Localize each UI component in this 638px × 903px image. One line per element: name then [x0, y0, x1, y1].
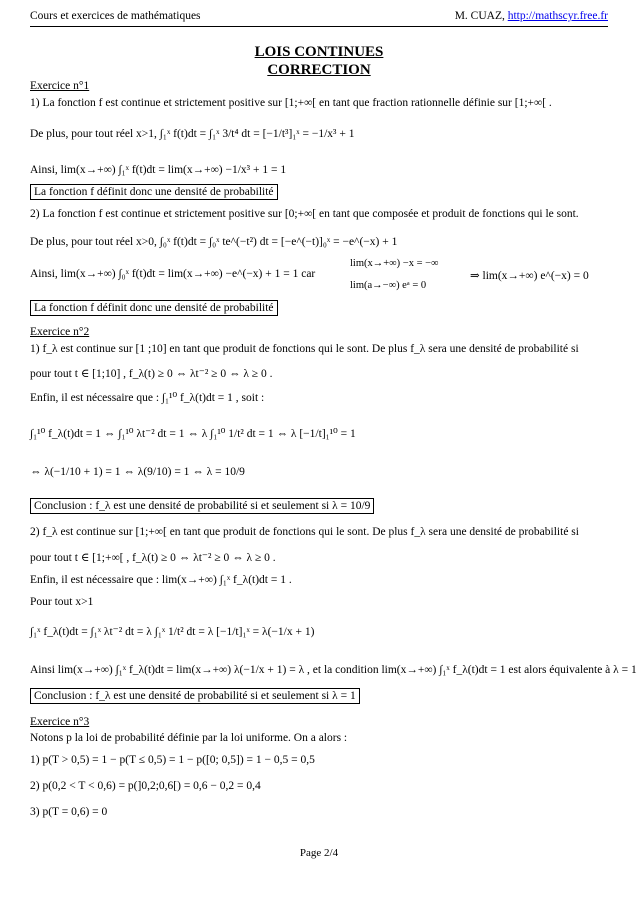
ex1-q1-formula — [30, 128, 354, 140]
author-name: M. CUAZ, — [454, 10, 505, 22]
ex3-line-1: 1) p(T > 0,5) = 1 − p(T ≤ 0,5) = 1 − p([0; 0,5]) = 1 − 0,5 = 0,5 — [30, 754, 315, 766]
ex1-q2-limit — [30, 268, 315, 280]
ex1-q2-prefix: De plus, pour tout réel x>0, — [30, 236, 157, 248]
ex1-q1-conclusion — [30, 186, 278, 198]
ex1-q1-text: 1) La fonction f est continue et strictement positive sur [1;+∞[ en tant que fraction rationnelle définie sur [1;+∞[ . — [30, 97, 552, 109]
ex1-q2-lim: lim(x→+∞) ∫₀ˣ f(t)dt = lim(x→+∞) −e^(−x) + 1 = 1 car — [60, 268, 316, 280]
author-link[interactable]: http://mathscyr.free.fr — [507, 10, 608, 22]
ex1-q1-integral: ∫₁ˣ f(t)dt = ∫₁ˣ 3/t⁴ dt = [−1/t³]₁ˣ = −1/x³ + 1 — [159, 128, 355, 140]
ex2-heading: Exercice n°2 — [30, 326, 90, 338]
ex2-q2-line-e: ∫₁ˣ f_λ(t)dt = ∫₁ˣ λt⁻² dt = λ ∫₁ˣ 1/t² dt = λ [−1/t]₁ˣ = λ(−1/x + 1) — [30, 626, 315, 638]
ex1-q2-conclusion — [30, 302, 278, 314]
ex1-q2-formula — [30, 236, 397, 248]
ex2-q1-conclusion — [30, 500, 374, 512]
ex2-q2-line-d: Pour tout x>1 — [30, 596, 94, 608]
ex1-q2-concl-box: La fonction f définit donc une densité de probabilité — [30, 300, 278, 316]
ex1-q2-ainsi: Ainsi, — [30, 268, 58, 280]
ex2-q2-line-f: Ainsi lim(x→+∞) ∫₁ˣ f_λ(t)dt = lim(x→+∞) λ(−1/x + 1) = λ , et la condition lim(x→+∞) ∫₁ˣ f_λ(t)dt = 1 est alors équivalente à λ = 1 — [30, 664, 637, 676]
ex2-q2-line-a: 2) f_λ est continue sur [1;+∞[ en tant que produit de fonctions qui le sont. De plus f_λ sera une densité de probabilité si — [30, 526, 579, 538]
ex2-q1-concl-box: Conclusion : f_λ est une densité de probabilité si et seulement si λ = 10/9 — [30, 498, 374, 514]
ex1-q2-car2: lim(a→−∞) eᵃ = 0 — [350, 280, 427, 291]
ex2-q2-line-b: pour tout t ∈ [1;+∞[ , f_λ(t) ≥ 0 ⇔ λt⁻² ≥ 0 ⇔ λ ≥ 0 . — [30, 552, 276, 564]
ex2-q2-concl-box: Conclusion : f_λ est une densité de probabilité si et seulement si λ = 1 — [30, 688, 360, 704]
author-info — [455, 10, 608, 22]
ex1-q1-prefix: De plus, pour tout réel x>1, — [30, 128, 157, 140]
ex1-heading: Exercice n°1 — [30, 80, 90, 92]
ex2-q1-line-b: pour tout t ∈ [1;10] , f_λ(t) ≥ 0 ⇔ λt⁻² ≥ 0 ⇔ λ ≥ 0 . — [30, 368, 273, 380]
page-subtitle: CORRECTION — [267, 62, 371, 78]
ex2-q1-line-c: Enfin, il est nécessaire que : ∫₁¹⁰ f_λ(t)dt = 1 , soit : — [30, 392, 265, 404]
ex3-line-2: 2) p(0,2 < T < 0,6) = p(]0,2;0,6[) = 0,6 − 0,2 = 0,4 — [30, 780, 261, 792]
ex1-q2-car1: lim(x→+∞) −x = −∞ — [350, 258, 439, 269]
ex1-q2-text: 2) La fonction f est continue et strictement positive sur [0;+∞[ en tant que composée et produit de fonctions qui le sont. — [30, 208, 579, 220]
ex1-q2-implication: ⇒ lim(x→+∞) e^(−x) = 0 — [470, 270, 589, 282]
page-title: LOIS CONTINUES — [254, 44, 384, 60]
ex1-q1-ainsi: Ainsi, — [30, 164, 58, 176]
ex1-q2-integral: ∫₀ˣ f(t)dt = ∫₀ˣ te^(−t²) dt = [−e^(−t)]₀ˣ = −e^(−x) + 1 — [159, 236, 398, 248]
ex2-q1-line-d: ∫₁¹⁰ f_λ(t)dt = 1 ⇔ ∫₁¹⁰ λt⁻² dt = 1 ⇔ λ ∫₁¹⁰ 1/t² dt = 1 ⇔ λ [−1/t]₁¹⁰ = 1 — [30, 428, 356, 440]
ex2-q1-line-e: ⇔ λ(−1/10 + 1) = 1 ⇔ λ(9/10) = 1 ⇔ λ = 10/9 — [30, 466, 245, 478]
ex2-q1-line-a: 1) f_λ est continue sur [1 ;10] en tant que produit de fonctions qui le sont. De plus f_λ sera une densité de probabilité si — [30, 343, 579, 355]
ex3-line-3: 3) p(T = 0,6) = 0 — [30, 806, 108, 818]
ex1-q1-concl-box: La fonction f définit donc une densité de probabilité — [30, 184, 278, 200]
ex3-intro: Notons p la loi de probabilité définie par la loi uniforme. On a alors : — [30, 732, 348, 744]
page-header — [30, 10, 608, 27]
ex2-q2-line-c: Enfin, il est nécessaire que : lim(x→+∞) ∫₁ˣ f_λ(t)dt = 1 . — [30, 574, 292, 586]
ex2-q2-conclusion — [30, 690, 360, 702]
page-number: Page 2/4 — [299, 847, 339, 859]
ex1-q1-lim: lim(x→+∞) ∫₁ˣ f(t)dt = lim(x→+∞) −1/x³ + 1 = 1 — [60, 164, 287, 176]
course-title: Cours et exercices de mathématiques — [30, 10, 201, 22]
ex3-heading: Exercice n°3 — [30, 716, 90, 728]
ex1-q1-limit — [30, 164, 286, 176]
